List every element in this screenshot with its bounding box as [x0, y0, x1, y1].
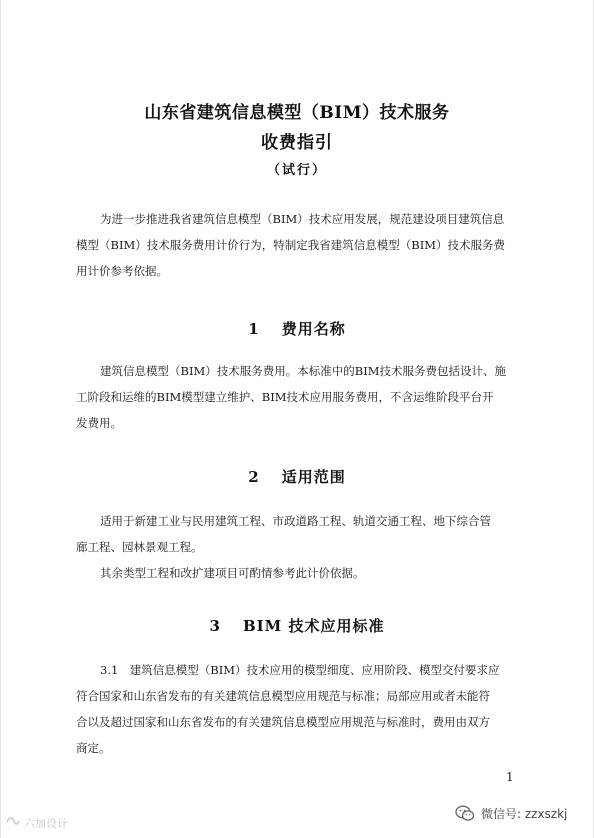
section-title: 适用范围 — [281, 468, 346, 486]
paragraph-line: 为进一步推进我省建筑信息模型（BIM）技术应用发展，规范建设项目建筑信息 — [100, 212, 505, 226]
watermark-left-text: 六加设计 — [24, 817, 68, 830]
section-title: BIM 技术应用标准 — [242, 617, 385, 635]
page-number: 1 — [506, 770, 514, 784]
paragraph-line: 用计价参考依据。 — [76, 264, 168, 278]
wechat-icon — [455, 805, 475, 822]
section-title: 费用名称 — [281, 320, 346, 338]
document-title-line2: 收费指引 — [261, 133, 333, 153]
paragraph-line: 建筑信息模型（BIM）技术服务费用。本标准中的BIM技术服务费包括设计、施 — [100, 364, 507, 378]
section-number: 3 — [209, 617, 221, 635]
wechat-id-text: 微信号: zzxszkj — [481, 806, 568, 821]
section-paragraph — [76, 508, 528, 586]
intro-paragraph — [76, 206, 528, 284]
section-heading — [0, 466, 594, 487]
section-paragraph — [76, 657, 528, 761]
section-heading — [0, 318, 594, 339]
section-heading — [0, 615, 594, 636]
wechat-watermark — [455, 802, 567, 824]
watermark-left — [6, 815, 68, 831]
paragraph-line: 模型（BIM）技术服务费用计价行为，特制定我省建筑信息模型（BIM）技术服务费 — [76, 238, 506, 252]
section-number: 1 — [248, 320, 260, 338]
paragraph-line: 发费用。 — [76, 416, 122, 430]
section-paragraph — [76, 358, 528, 436]
paragraph-line: 廊工程、园林景观工程。 — [76, 540, 203, 554]
paragraph-line: 3.1 建筑信息模型（BIM）技术应用的模型细度、应用阶段、模型交付要求应 — [100, 663, 500, 677]
paragraph-line: 合以及超过国家和山东省发布的有关建筑信息模型应用规范与标准时，费用由双方 — [76, 715, 490, 729]
paragraph-line: 商定。 — [76, 741, 111, 755]
watermark-logo-icon — [6, 816, 20, 831]
section-number: 2 — [248, 468, 260, 486]
document-subtitle: （试行） — [266, 163, 327, 178]
paragraph-line: 工阶段和运维的BIM模型建立维护、BIM技术应用服务费用，不含运维阶段平台开 — [76, 390, 494, 404]
document-title: 山东省建筑信息模型（BIM）技术服务 — [144, 103, 450, 123]
paragraph-line: 其余类型工程和改扩建项目可酌情参考此计价依据。 — [100, 566, 365, 580]
paragraph-line: 适用于新建工业与民用建筑工程、市政道路工程、轨道交通工程、地下综合管 — [100, 514, 491, 528]
paragraph-line: 符合国家和山东省发布的有关建筑信息模型应用规范与标准；局部应用或者未能符 — [76, 689, 490, 703]
